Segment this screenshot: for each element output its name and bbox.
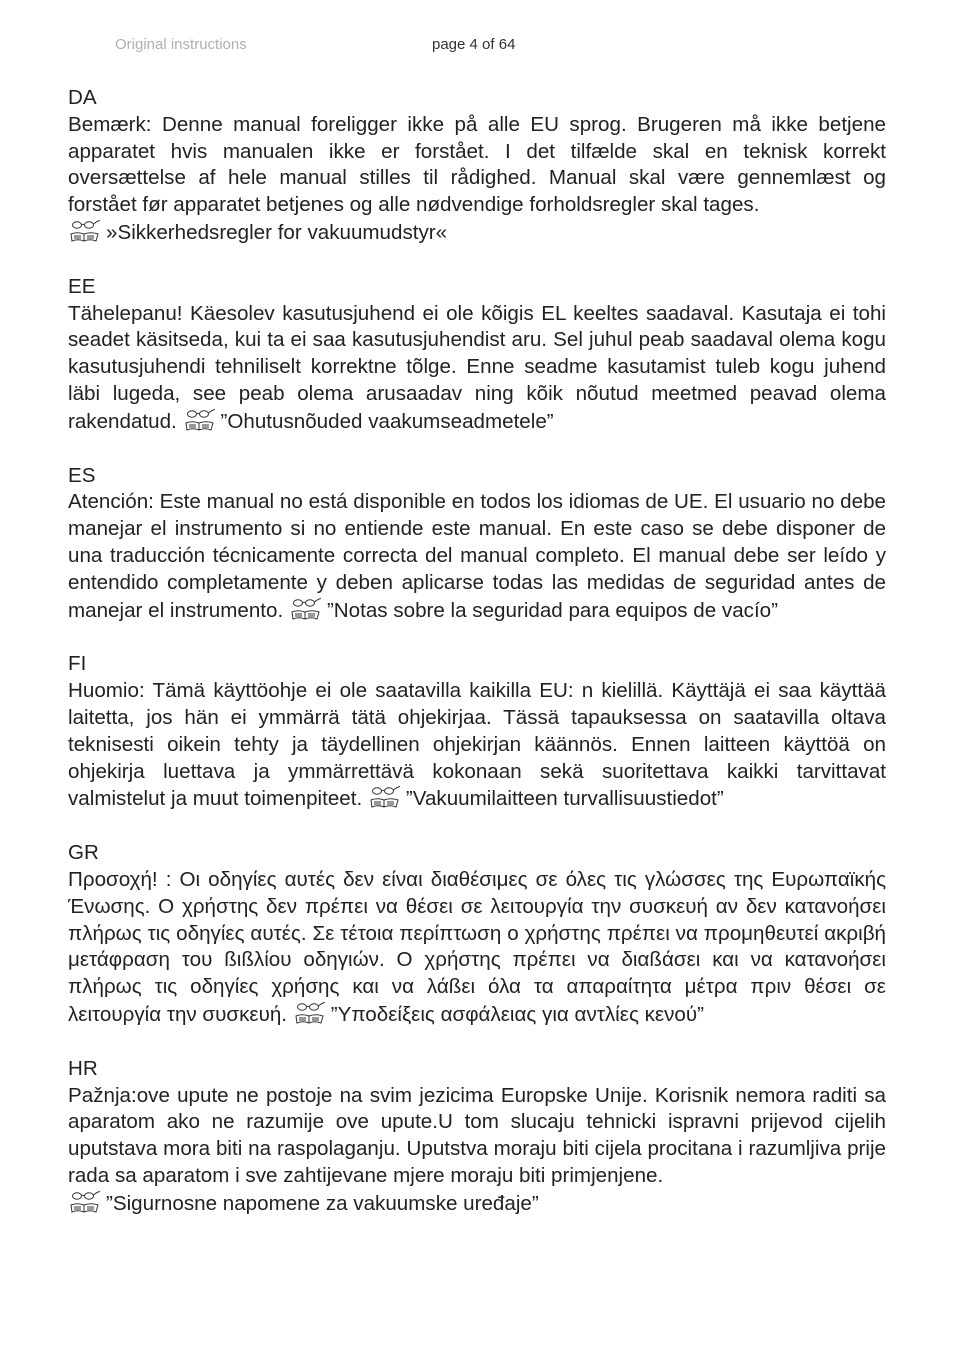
notice-paragraph (68, 678, 886, 813)
notice-paragraph (68, 112, 886, 247)
language-section-hr (68, 1056, 886, 1218)
reading-glasses-book-icon (183, 408, 217, 432)
notice-text: Pažnja:ove upute ne postoje na svim jezicima Europske Unije. Korisnik nemora raditi sa aparatom ako ne razumije ove upute.U tom slucaju tehnicki ispravni prijevod cijelih uputstava mora biti na raspolaganju. Uputstva moraju biti cijela procitana i razumljiva prije rada sa aparatom i sve zahtijevane mjere moraju biti primjenjene. (68, 1083, 886, 1187)
notice-text: Huomio: Tämä käyttöohje ei ole saatavilla kaikilla EU: n kielillä. Käyttäjä ei saa käyttää laitetta, jos hän ei ymmärrä tätä ohjekirjaa. Tässä tapauksessa on saatavilla oltava teknisesti oikein tehty ja täydellinen ohjekirjan käännös. Ennen laitteen käyttöä on ohjekirja luettava ja ymmärrettävä kokonaan sekä suoritettava kaikki tarvittavat valmistelut ja muut toimenpiteet. (68, 679, 886, 811)
language-section-es (68, 463, 886, 625)
language-section-fi (68, 651, 886, 813)
reading-glasses-book-icon (68, 219, 102, 243)
reading-glasses-book-icon (289, 597, 323, 621)
notice-text: Atención: Este manual no está disponible en todos los idiomas de UE. El usuario no debe manejar el instrumento si no entiende este manual. En este caso se debe disponer de una traducción técnicamente correcta del manual completo. El manual debe ser leído y entendido completamente y deben aplicarse todas las medidas de seguridad antes de manejar el instrumento. (68, 490, 886, 622)
safety-reference: ”Sigurnosne napomene za vakuumske uređaje” (106, 1191, 539, 1215)
safety-reference: ”Υποδείξεις ασφάλειας για αντλίες κενού” (330, 1002, 704, 1026)
language-code: DA (68, 86, 97, 109)
notice-paragraph (68, 1083, 886, 1218)
safety-reference: »Sikkerhedsregler for vakuumudstyr« (106, 220, 448, 244)
language-code: HR (68, 1056, 98, 1080)
notice-paragraph (68, 301, 886, 436)
language-code: EE (68, 274, 96, 298)
notice-paragraph (68, 489, 886, 624)
notice-text: Bemærk: Denne manual foreligger ikke på alle EU sprog. Brugeren må ikke betjene apparatet hvis manualen ikke er forstået. I det tilfælde skal en teknisk korrekt oversættelse af hele manual stilles til rådighed. Manual skal være gennemlæst og forstået før apparatet betjenes og alle nødvendige forholdsregler skal tages. (68, 112, 886, 217)
reading-glasses-book-icon (293, 1001, 327, 1025)
header-page-number: page 4 of 64 (432, 36, 516, 53)
reading-glasses-book-icon (368, 785, 402, 809)
safety-reference: ”Vakuumilaitteen turvallisuustiedot” (405, 787, 724, 811)
language-section-gr (68, 840, 886, 1029)
reading-glasses-book-icon (68, 1190, 102, 1214)
language-section-ee (68, 274, 886, 436)
language-notices (68, 85, 886, 1244)
notice-text: Tähelepanu! Käesolev kasutusjuhend ei ole kõigis EL keeltes saadaval. Kasutaja ei tohi seadet käsitseda, kui ta ei saa kasutusjuhendist aru. Sel juhul peab saadaval olema kogu kasutusjuhendi tehniliselt korrektne tõlge. Enne seadme kasutamist tuleb kogu juhend läbi lugeda, see peab olema arusaadav ning kõik nõutud meetmed peavad olema rakendatud. (68, 301, 886, 433)
safety-reference: ”Notas sobre la seguridad para equipos de vacío” (326, 598, 778, 622)
notice-paragraph (68, 867, 886, 1029)
language-section-da (68, 85, 886, 247)
header-document-type: Original instructions (115, 36, 247, 53)
language-code: GR (68, 841, 99, 865)
language-code: FI (68, 652, 87, 676)
notice-text: Προσοχή! : Οι οδηγίες αυτές δεν είναι διαθέσιμες σε όλες τις γλώσσες της Ευρωπαϊκής Ένωσης. Ο χρήστης δεν πρέπει να θέσει σε λειτουργία την συσκευή αν δεν κατανοήσει πλήρως τις οδηγίες αυτές. Σε τέτοια περίπτωση ο χρήστης πρέπει να προμηθευτεί ακριβή μετάφραση του ßιßλίου οδηγιών. Ο χρήστης πρέπει να διαßάσει και να κατανοήσει πλήρως τις οδηγίες χρήσης και να λάßει όλα τα απαραίτητα μέτρα πριν θέσει σε λειτουργία την συσκευή. (68, 867, 886, 1026)
language-code: ES (68, 463, 96, 487)
safety-reference: ”Ohutusnõuded vaakumseadmetele” (220, 409, 554, 433)
